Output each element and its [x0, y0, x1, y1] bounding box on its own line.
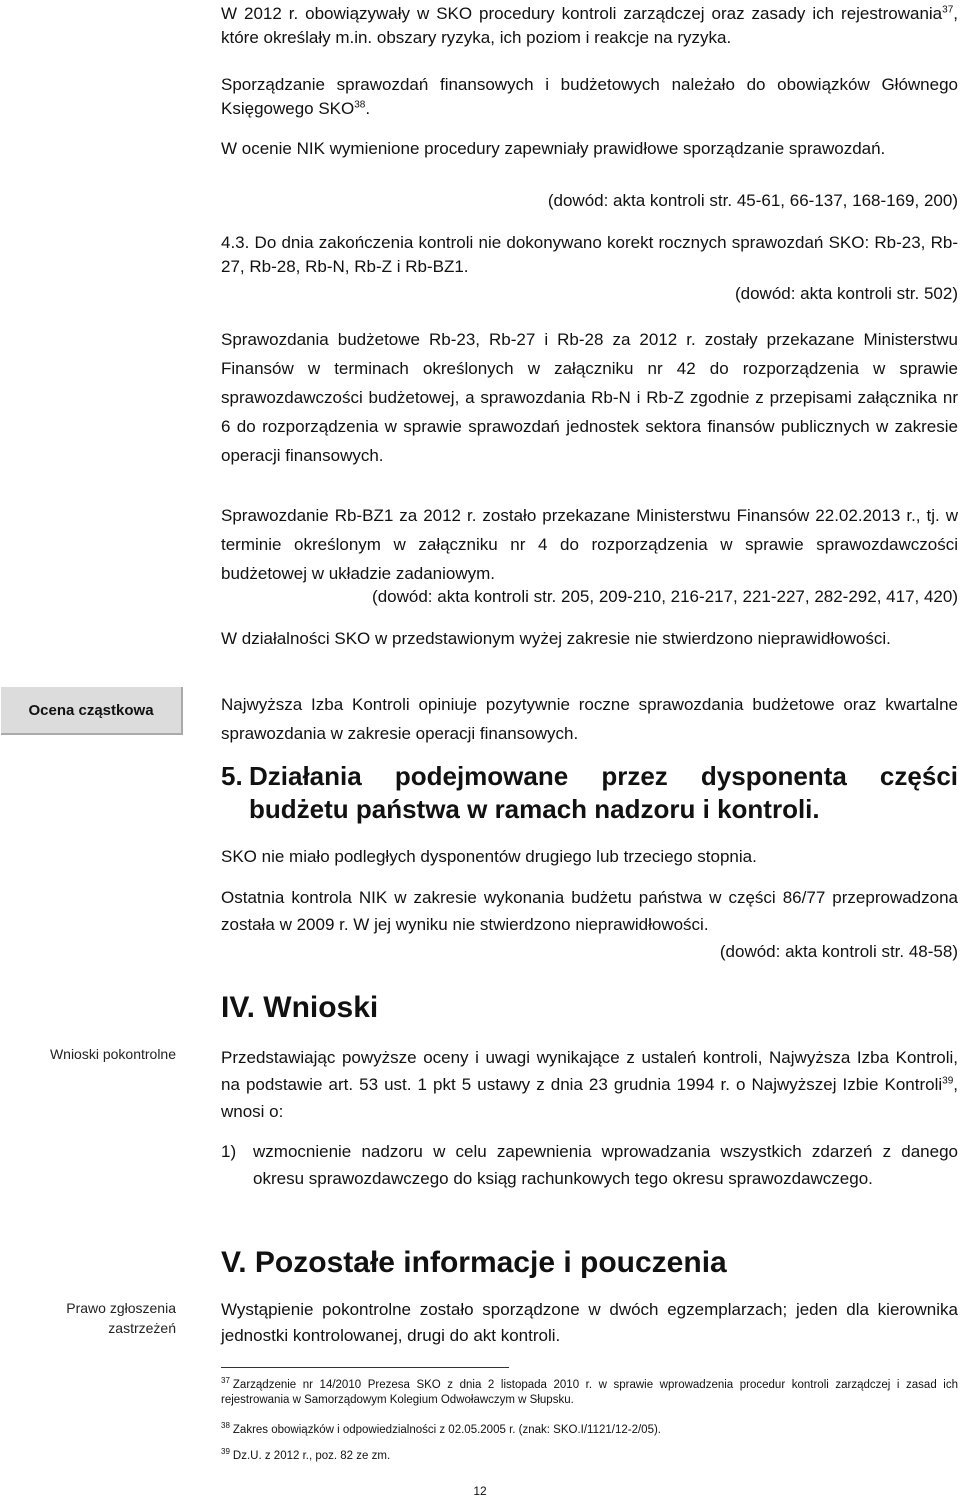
side-label-wnioski: Wnioski pokontrolne — [49, 1046, 176, 1062]
heading-iv-wnioski: IV. Wnioski — [221, 991, 379, 1024]
paragraph-last-audit: Ostatnia kontrola NIK w zakresie wykonania budżetu państwa w części 86/77 przeprowadzona została w 2009 r. W jej wyniku nie stwierdzono nieprawidłowości. — [221, 888, 958, 934]
paragraph-procedures: W 2012 r. obowiązywały w SKO procedury kontroli zarządczej oraz zasady ich rejestrowania$^{37}$, które określały m.in. obszary ryzyka, ich poziom i reakcje na ryzyka. — [221, 4, 958, 47]
footnote-38: $^{38}$ Zakres obowiązków i odpowiedzialności z 02.05.2005 r. (znak: SKO.I/1121/12-2/05). — [221, 1421, 661, 1436]
footnote-ref-39: 39 — [942, 1075, 954, 1087]
paragraph-conclusions-intro: Przedstawiając powyższe oceny i uwagi wynikające z ustaleń kontroli, Najwyższa Izba Kontroli, na podstawie art. 53 ust. 1 pkt 5 ustawy z dnia 23 grudnia 1994 r. o Najwyższej Izbie Kontroli$^{39}$, wnosi o: — [221, 1048, 958, 1121]
paragraph-nik-opinion: Najwyższa Izba Kontroli opiniuje pozytywnie roczne sprawozdania budżetowe oraz kwartalne sprawozdania w zakresie operacji finansowych. — [221, 695, 958, 743]
section-box-ocena-czastkowa — [1, 687, 183, 735]
heading-v-pozostale: V. Pozostałe informacje i pouczenia — [221, 1246, 727, 1279]
side-label-prawo: Prawo zgłoszenia zastrzeżeń — [66, 1300, 176, 1336]
evidence-note-3: (dowód: akta kontroli str. 205, 209-210, 216-217, 221-227, 282-292, 417, 420) — [372, 587, 958, 606]
paragraph-no-subordinates: SKO nie miało podległych dysponentów drugiego lub trzeciego stopnia. — [221, 847, 757, 866]
footnote-ref-38: 38 — [354, 99, 366, 111]
heading-section-5 — [221, 760, 958, 826]
paragraph-reporting: Sporządzanie sprawozdań finansowych i budżetowych należało do obowiązków Głównego Księgowego SKO$^{38}$. — [221, 75, 958, 118]
footnote-37: $^{37}$ Zarządzenie nr 14/2010 Prezesa SKO z dnia 2 listopada 2010 r. w sprawie wprowadzenia procedur kontroli zarządczej i zasad ich rejestrowania w Samorządowym Kolegium Odwoławczym w Słupsku. — [221, 1376, 958, 1406]
paragraph-copies: Wystąpienie pokontrolne zostało sporządzone w dwóch egzemplarzach; jeden dla kierownika jednostki kontrolowanej, drugi do akt kontroli. — [221, 1300, 958, 1345]
footnote-separator — [221, 1367, 509, 1368]
evidence-note-1: (dowód: akta kontroli str. 45-61, 66-137, 168-169, 200) — [547, 191, 958, 210]
page-number: 12 — [473, 1484, 487, 1498]
paragraph-corrections: 4.3. Do dnia zakończenia kontroli nie dokonywano korekt rocznych sprawozdań SKO: Rb-23, Rb-27, Rb-28, Rb-N, Rb-Z i Rb-BZ1. — [221, 233, 958, 276]
list-item-text: wzmocnienie nadzoru w celu zapewnienia wprowadzania wszystkich zdarzeń z danego okresu sprawozdawczego do ksiąg rachunkowych tego okresu sprawozdawczego. — [253, 1142, 958, 1188]
evidence-note-2: (dowód: akta kontroli str. 502) — [734, 284, 958, 303]
evidence-note-4: (dowód: akta kontroli str. 48-58) — [719, 942, 958, 961]
heading-number: 5. — [221, 761, 243, 791]
paragraph-rb-bz1: Sprawozdanie Rb-BZ1 za 2012 r. zostało przekazane Ministerstwu Finansów 22.02.2013 r., tj. w terminie określonym w załączniku nr 4 do rozporządzenia w sprawie sprawozdawczości budżetowej w układzie zadaniowym. — [221, 506, 958, 583]
footnote-39: $^{39}$ Dz.U. z 2012 r., poz. 82 ze zm. — [221, 1447, 391, 1462]
section-box-label: Ocena cząstkowa — [28, 701, 154, 719]
list-item-number: 1) — [221, 1142, 237, 1161]
footnote-ref-37: 37 — [942, 4, 954, 16]
heading-text: Działania podejmowane przez dysponenta części budżetu państwa w ramach nadzoru i kontroli. — [249, 761, 958, 824]
paragraph-budget-reports: Sprawozdania budżetowe Rb-23, Rb-27 i Rb-28 za 2012 r. zostały przekazane Ministerstwu Finansów w terminach określonych w załączniku nr 42 do rozporządzenia w sprawie sprawozdawczości budżetowej, a sprawozdania Rb-N i Rb-Z zgodnie z przepisami załącznika nr 6 do rozporządzenia w sprawie sprawozdań jednostek sektora finansów publicznych w zakresie operacji finansowych. — [221, 330, 958, 465]
paragraph-no-irregularities: W działalności SKO w przedstawionym wyżej zakresie nie stwierdzono nieprawidłowości. — [221, 629, 891, 648]
list-item-1 — [221, 1138, 958, 1192]
paragraph-nik-assessment: W ocenie NIK wymienione procedury zapewniały prawidłowe sporządzanie sprawozdań. — [221, 139, 886, 158]
